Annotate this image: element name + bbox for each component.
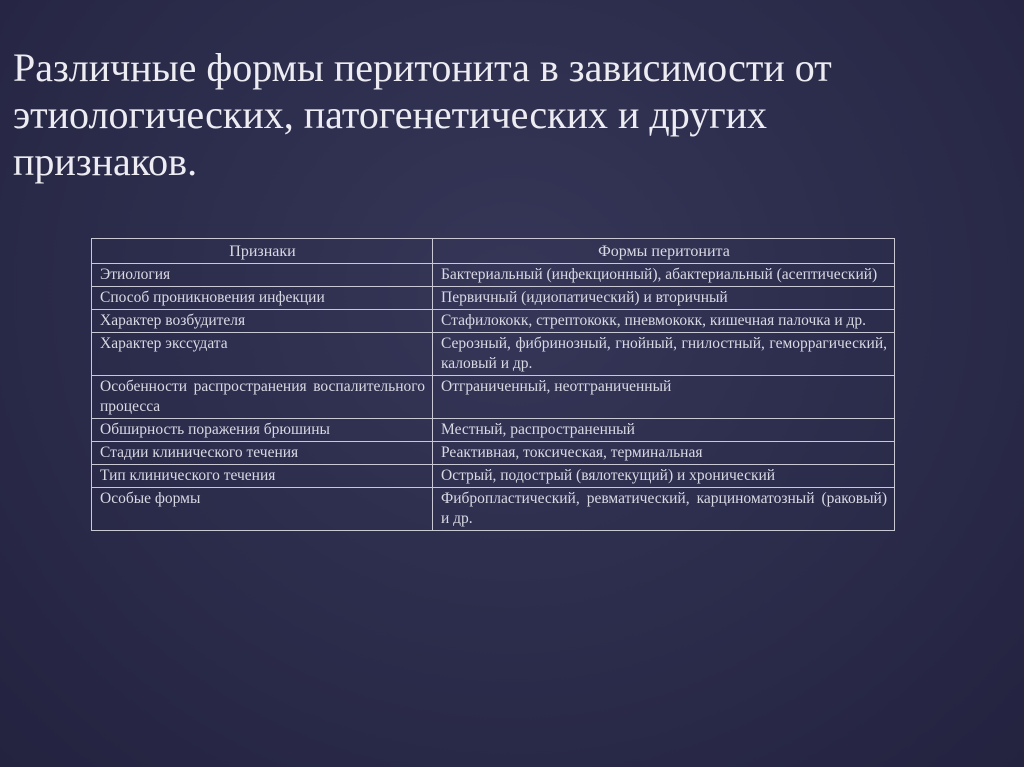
row-sign-cell: Характер экссудата	[92, 333, 433, 376]
row-forms-cell: Стафилококк, стрептококк, пневмококк, кишечная палочка и др.	[433, 310, 895, 333]
table-row	[92, 264, 895, 287]
row-sign-cell: Этиология	[92, 264, 433, 287]
slide-title-line-2: этиологических, патогенетических и других	[13, 92, 768, 137]
table-row	[92, 376, 895, 419]
row-forms-cell: Отграниченный, неотграниченный	[433, 376, 895, 419]
row-forms-cell: Фибропластический, ревматический, карциноматозный (раковый) и др.	[433, 488, 895, 531]
table-row	[92, 465, 895, 488]
table-row	[92, 333, 895, 376]
row-forms-cell: Острый, подострый (вялотекущий) и хронический	[433, 465, 895, 488]
table-header-row	[92, 239, 895, 264]
table-row	[92, 419, 895, 442]
table-row	[92, 488, 895, 531]
row-forms-cell: Бактериальный (инфекционный), абактериальный (асептический)	[433, 264, 895, 287]
header-forms: Формы перитонита	[433, 239, 895, 264]
row-sign-cell: Характер возбудителя	[92, 310, 433, 333]
slide-title-line-1: Различные формы перитонита в зависимости от	[13, 45, 832, 90]
row-sign-cell: Обширность поражения брюшины	[92, 419, 433, 442]
row-forms-cell: Первичный (идиопатический) и вторичный	[433, 287, 895, 310]
table-row	[92, 287, 895, 310]
row-sign-cell: Стадии клинического течения	[92, 442, 433, 465]
slide-title	[13, 44, 1003, 185]
table-row	[92, 310, 895, 333]
peritonitis-forms-table	[91, 238, 895, 531]
row-forms-cell: Серозный, фибринозный, гнойный, гнилостный, геморрагический, каловый и др.	[433, 333, 895, 376]
row-sign-cell: Особенности распространения воспалительного процесса	[92, 376, 433, 419]
header-signs: Признаки	[92, 239, 433, 264]
row-forms-cell: Местный, распространенный	[433, 419, 895, 442]
slide-title-line-3: признаков.	[13, 139, 198, 184]
row-sign-cell: Тип клинического течения	[92, 465, 433, 488]
row-sign-cell: Особые формы	[92, 488, 433, 531]
row-sign-cell: Способ проникновения инфекции	[92, 287, 433, 310]
row-forms-cell: Реактивная, токсическая, терминальная	[433, 442, 895, 465]
table-row	[92, 442, 895, 465]
